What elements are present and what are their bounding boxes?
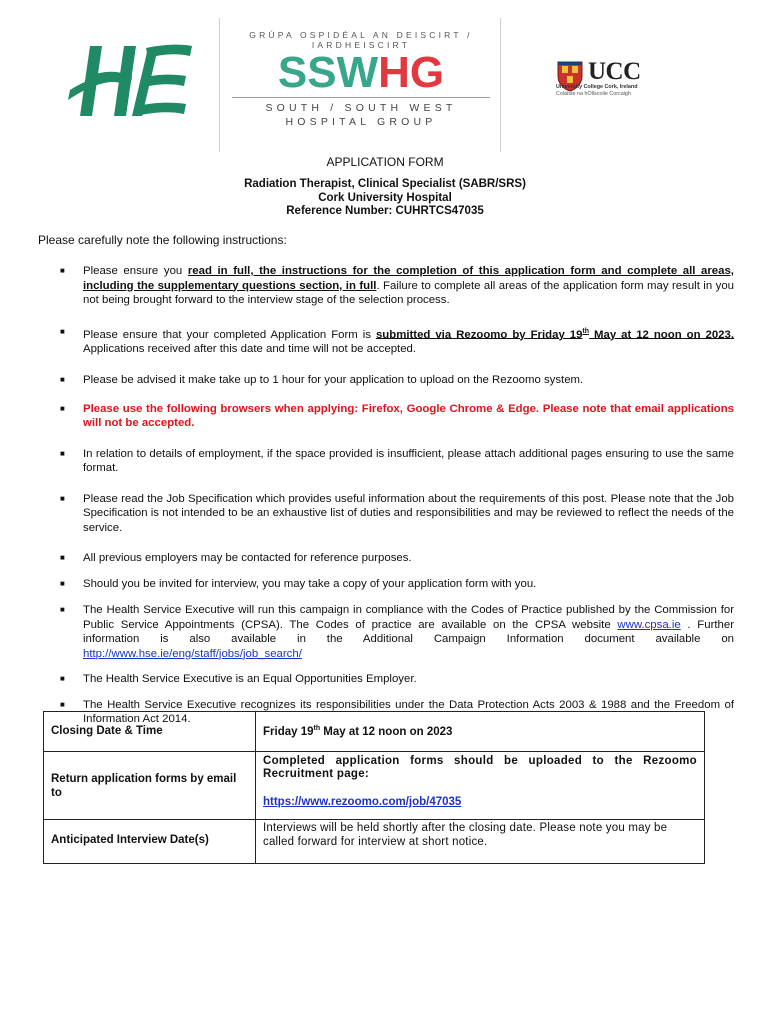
closing-date-label: Closing Date & Time bbox=[44, 712, 256, 752]
sswhg-logo bbox=[232, 50, 490, 96]
return-forms-value bbox=[256, 752, 705, 820]
instruction-text: . Failure to complete all areas of the application form may result in you not being brought forward to the interview stage of the selection process. bbox=[83, 279, 734, 306]
bullet-icon: ■ bbox=[60, 578, 65, 588]
instruction-text: Please ensure you bbox=[83, 265, 188, 277]
instruction-text: Please read the Job Specification which provides useful information about the requirements of this post. Please note that the Job Specification is not intended to be an exhaustive list of duties and responsibilities and may be reviewed to reflect the needs of the service. bbox=[83, 492, 734, 534]
bullet-icon: ■ bbox=[60, 448, 65, 458]
instruction-text: The Health Service Executive recognizes its responsibilities under the Data Protection Acts 2003 & 1988 and the Freedom of Information Act 2014. bbox=[83, 698, 734, 726]
instruction-text: The Health Service Executive is an Equal Opportunities Employer. bbox=[83, 673, 417, 686]
list-item bbox=[60, 402, 734, 431]
bullet-icon: ■ bbox=[60, 699, 65, 709]
closing-date-time: May at 12 noon on 2023 bbox=[320, 725, 453, 738]
ucc-logo bbox=[556, 60, 676, 100]
instruction-text: The Health Service Executive will run this campaign in compliance with the Codes of Practice published by the Commission for Public Service Appointments (CPSA). The Codes of practice are available on the CPSA website bbox=[83, 604, 734, 631]
instruction-text: . Further information is also available in the Additional Campaign Information document available on bbox=[83, 618, 734, 646]
ucc-subtitle-english: University College Cork, Ireland bbox=[556, 84, 638, 90]
interview-date-value: Interviews will be held shortly after the closing date. Please note you may be called forward for interview at short notice. bbox=[256, 820, 705, 864]
bullet-icon: ■ bbox=[60, 266, 65, 275]
closing-date-day: Friday 19 bbox=[263, 725, 314, 738]
instruction-text: Please ensure that your completed Application Form is bbox=[83, 328, 376, 341]
interview-date-label: Anticipated Interview Date(s) bbox=[44, 820, 256, 864]
table-row bbox=[44, 820, 705, 864]
bullet-icon: ■ bbox=[60, 375, 65, 385]
instruction-emphasis: May at 12 noon on 2023. bbox=[589, 328, 734, 341]
return-forms-label: Return application forms by email to bbox=[44, 752, 256, 820]
bullet-icon: ■ bbox=[60, 493, 65, 503]
sswhg-line-1: SOUTH / SOUTH WEST bbox=[265, 102, 457, 114]
instruction-text: Applications received after this date and time will not be accepted. bbox=[83, 342, 417, 355]
sswhg-logo-ssw: SSW bbox=[277, 48, 379, 97]
instruction-text: In relation to details of employment, if the space provided is insufficient, please attach additional pages ensuring to use the same format. bbox=[83, 447, 734, 475]
bullet-icon: ■ bbox=[60, 674, 65, 684]
instruction-text: Please be advised it make take up to 1 hour for your application to upload on the Rezoomo system. bbox=[83, 374, 584, 387]
divider bbox=[500, 18, 501, 152]
cpsa-link[interactable]: www.cpsa.ie bbox=[617, 618, 681, 631]
instruction-sup: th bbox=[582, 327, 590, 335]
table-row bbox=[44, 752, 705, 820]
bullet-icon: ■ bbox=[60, 553, 65, 563]
reference-number: Reference Number: CUHRTCS47035 bbox=[286, 205, 484, 217]
table-row bbox=[44, 712, 705, 752]
list-item bbox=[60, 672, 734, 687]
instruction-text: Should you be invited for interview, you may take a copy of your application form with you. bbox=[83, 577, 537, 590]
sswhg-english-name bbox=[232, 101, 490, 129]
form-heading bbox=[0, 155, 770, 219]
instruction-emphasis: submitted via Rezoomo by Friday 19 bbox=[375, 328, 583, 341]
list-item bbox=[60, 577, 734, 592]
return-forms-text: Completed application forms should be uploaded to the Rezoomo Recruitment page: bbox=[263, 755, 697, 780]
sswhg-line-2: HOSPITAL GROUP bbox=[285, 116, 437, 128]
list-item bbox=[60, 603, 734, 661]
hospital-name: Cork University Hospital bbox=[318, 191, 452, 204]
instruction-text: All previous employers may be contacted for reference purposes. bbox=[83, 552, 412, 565]
divider bbox=[219, 18, 220, 152]
ucc-subtitle-irish: Coláiste na hOllscoile Corcaigh bbox=[556, 91, 631, 97]
bullet-icon: ■ bbox=[60, 326, 65, 336]
list-item bbox=[60, 264, 734, 308]
list-item bbox=[60, 551, 734, 566]
closing-date-value bbox=[256, 712, 705, 752]
sswhg-rule bbox=[232, 97, 490, 98]
list-item bbox=[60, 325, 734, 357]
instruction-warning: Please use the following browsers when applying: Firefox, Google Chrome & Edge. Please note that email applications will not be accepted. bbox=[83, 402, 734, 430]
sswhg-logo-hg: HG bbox=[378, 48, 445, 97]
list-item bbox=[60, 492, 734, 536]
list-item bbox=[60, 447, 734, 476]
application-info-table bbox=[43, 711, 705, 864]
instructions-intro: Please carefully note the following instructions: bbox=[38, 233, 287, 247]
post-title: Radiation Therapist, Clinical Specialist (SABR/SRS) bbox=[244, 178, 526, 190]
bullet-icon: ■ bbox=[60, 403, 65, 413]
bullet-icon: ■ bbox=[60, 605, 65, 615]
instructions-list bbox=[60, 264, 734, 727]
header-logos bbox=[0, 0, 770, 160]
hse-jobs-link[interactable]: http://www.hse.ie/eng/staff/jobs/job_search/ bbox=[83, 647, 302, 660]
ucc-wordmark: UCC bbox=[588, 58, 641, 85]
closing-date-sup: th bbox=[313, 725, 321, 732]
hse-logo bbox=[62, 40, 194, 122]
list-item bbox=[60, 373, 734, 388]
form-title: APPLICATION FORM bbox=[326, 155, 444, 169]
sswhg-irish-name: GRÚPA OSPIDÉAL AN DEISCIRT / IARDHEISCIRT bbox=[249, 30, 473, 50]
rezoomo-link[interactable]: https://www.rezoomo.com/job/47035 bbox=[263, 796, 462, 808]
instruction-emphasis: read in full, the instructions for the completion of this application form and complete all areas, including the supplementary questions section, in full bbox=[83, 265, 734, 292]
